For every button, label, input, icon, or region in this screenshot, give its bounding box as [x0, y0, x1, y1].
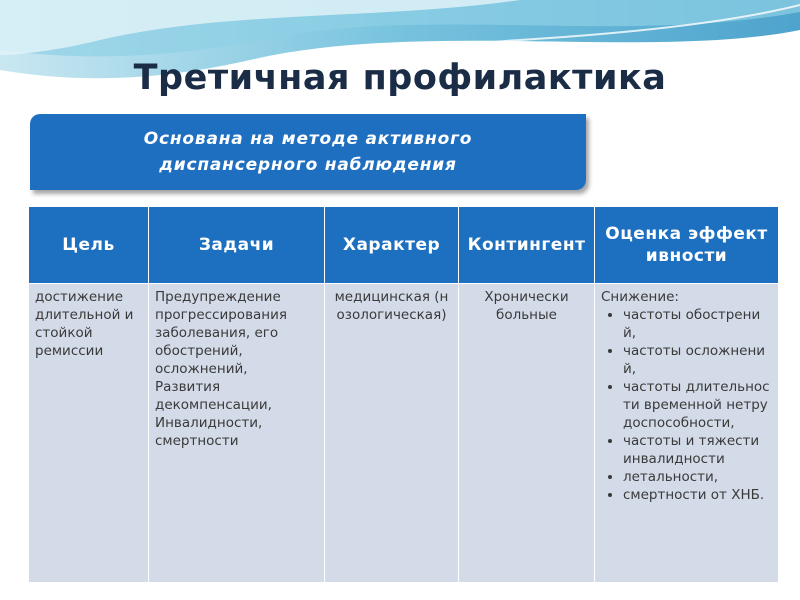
page-title: Третичная профилактика [133, 58, 667, 98]
list-item: • частоты длительности временной нетрудоспособности, [623, 378, 772, 432]
evaluation-list [601, 306, 772, 504]
header-goal: Цель [29, 207, 149, 284]
list-item: • летальности, [623, 468, 772, 486]
task-item: Развития декомпенсации, [155, 379, 272, 413]
header-tasks: Задачи [149, 207, 325, 284]
header-character: Характер [325, 207, 459, 284]
task-item: Инвалидности, [155, 415, 263, 431]
table-row [29, 284, 779, 583]
evaluation-intro: Снижение: [601, 289, 679, 305]
banner-line-1: Основана на методе активного [143, 129, 473, 149]
cell-goal: достижение длительной и стойкой ремиссии [29, 284, 149, 583]
task-item: Предупреждение прогрессирования заболевания, его обострений, осложнений, [155, 289, 288, 377]
task-item: смертности [155, 433, 239, 449]
cell-character: медицинская (нозологическая) [325, 284, 459, 583]
header-evaluation: Оценка эффективности [595, 207, 779, 284]
cell-evaluation [595, 284, 779, 583]
list-item: • частоты обострений, [623, 306, 772, 342]
list-item: • смертности от ХНБ. [623, 486, 772, 504]
cell-tasks [149, 284, 325, 583]
header-contingent: Контингент [459, 207, 595, 284]
list-item: • частоты и тяжести инвалидности [623, 432, 772, 468]
method-banner [30, 114, 586, 190]
cell-contingent: Хронически больные [459, 284, 595, 583]
prevention-table [28, 206, 779, 583]
banner-line-2: диспансерного наблюдения [159, 155, 457, 175]
table-header-row [29, 207, 779, 284]
list-item: • частоты осложнений, [623, 342, 772, 378]
